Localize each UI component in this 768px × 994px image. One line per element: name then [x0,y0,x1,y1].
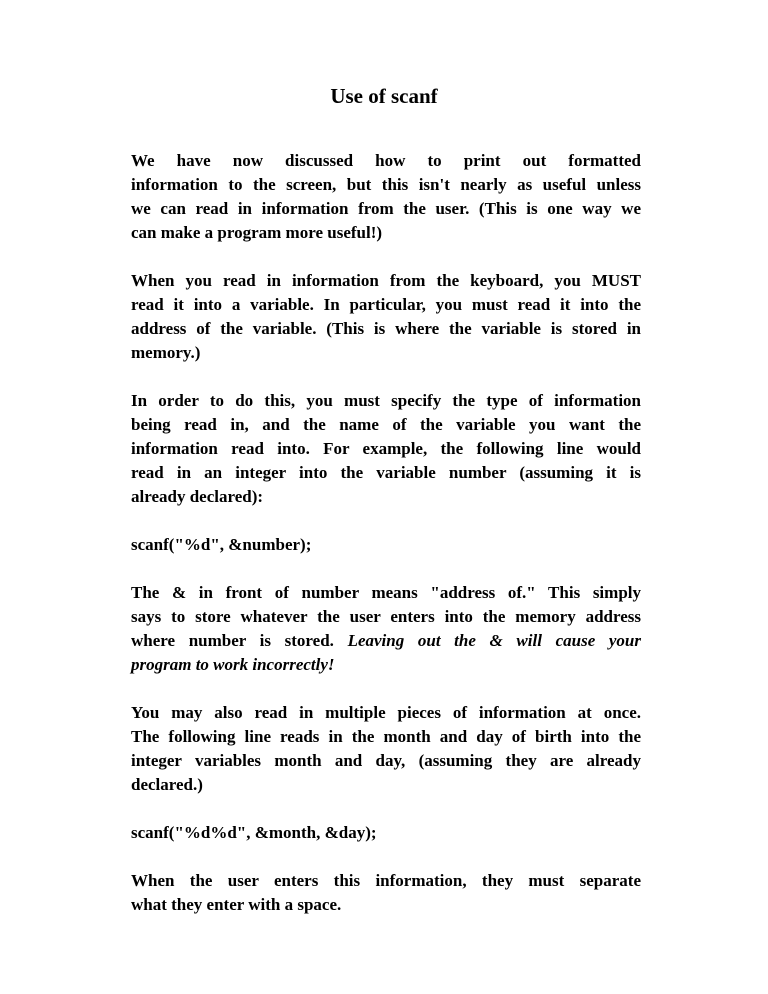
text-line: address of the variable. (This is where the variable is stored in [131,319,641,338]
text-line: can make a program more useful!) [131,223,383,242]
code-example-1 [131,533,641,557]
text-line: what they enter with a space. [131,895,342,914]
text-line: integer variables month and day, (assuming they are already [131,751,641,770]
text-segment: where number is stored. [131,631,348,650]
text-line: being read in, and the name of the variable you want the [131,415,641,434]
italic-warning: Leaving out the & will cause your [347,631,641,650]
paragraph-type [131,389,641,509]
text-line: When you read in information from the keyboard, you MUST [131,271,641,290]
text-line: In order to do this, you must specify the type of information [131,391,641,410]
text-line: we can read in information from the user. (This is one way we [131,199,641,218]
text-line: information read into. For example, the following line would [131,439,641,458]
text-line: The following line reads in the month and day of birth into the [131,727,641,746]
text-line: You may also read in multiple pieces of information at once. [131,703,641,722]
page-title: Use of scanf [330,84,438,108]
paragraph-intro [131,149,641,245]
code-example-2 [131,821,641,845]
text-line: read it into a variable. In particular, you must read it into the [131,295,641,314]
italic-warning: program to work incorrectly! [131,655,335,674]
text-line: already declared): [131,487,264,506]
text-line: memory.) [131,343,201,362]
paragraph-space [131,869,641,917]
text-line: We have now discussed how to print out formatted [131,151,641,170]
text-line: declared.) [131,775,203,794]
text-line: says to store whatever the user enters into the memory address [131,607,641,626]
text-line: read in an integer into the variable number (assuming it is [131,463,641,482]
paragraph-variable [131,269,641,365]
document-body [131,149,641,941]
code-line: scanf("%d", &number); [131,535,312,554]
text-line [131,629,641,653]
text-line: information to the screen, but this isn't nearly as useful unless [131,175,641,194]
text-line: The & in front of number means "address of." This simply [131,583,641,602]
code-line: scanf("%d%d", &month, &day); [131,823,377,842]
text-line: When the user enters this information, they must separate [131,871,641,890]
paragraph-multiple [131,701,641,797]
paragraph-address [131,581,641,677]
